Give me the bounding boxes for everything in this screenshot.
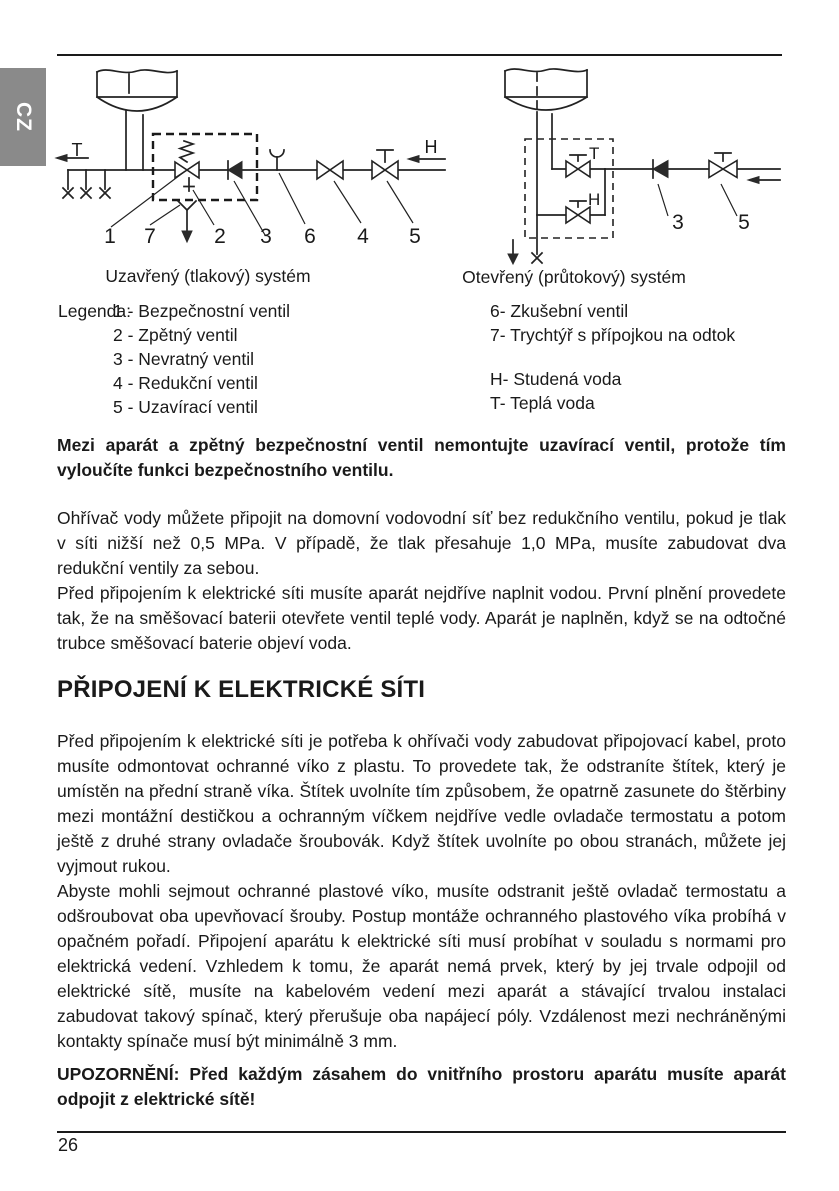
cold-tap-valve-symbol [566, 201, 590, 223]
water-heater-tank-symbol [505, 69, 587, 112]
outlet-hot-label: T [71, 140, 83, 160]
legend-item: 2 - Zpětný ventil [113, 325, 238, 345]
pipework [532, 112, 780, 263]
callout-leader-lines [658, 184, 737, 216]
closed-system-caption: Uzavřený (tlakový) systém [105, 266, 311, 286]
legend-item: 3 - Nevratný ventil [113, 349, 255, 369]
callout-number: 3 [260, 225, 272, 248]
paragraph-first-filling: Před připojením k elektrické síti musíte aparát nejdříve naplnit vodou. První plnění provedete tak, že na směšovací baterii otevřete ventil teplé vody. Aparát je naplněn, když se na odtočné trubce směšovací baterie objeví voda. [57, 583, 786, 653]
legend-item: 7- Trychtýř s přípojkou na odtok [490, 325, 736, 345]
open-system-diagram [462, 69, 780, 287]
paragraph-cable-installation: Před připojením k elektrické síti je potřeba k ohřívači vody zabudovat připojovací kabel, proto musíte odmontovat ochranné víko z plastu. To provedete tak, že odstraníte štítek, který je umístěn na přední straně víka. Štítek uvolníte tím způsobem, že opatrně zasunete do štěrbiny mezi montážní destičkou a ochranným víčkem nejdříve vedle ovladače termostatu a potom ještě z druhé strany ovladače šroubovák. Když štítek uvolníte po obou stranách, můžete jej vyjmout rukou. [57, 731, 786, 876]
water-labels [490, 367, 735, 415]
legend-right-column [490, 299, 735, 415]
callout-number: 5 [738, 211, 750, 234]
open-system-caption: Otevřený (průtokový) systém [462, 267, 686, 287]
cold-tap-label: H [588, 190, 601, 209]
hot-tap-valve-symbol [566, 155, 590, 177]
paragraph-pressure-limits: Ohřívač vody můžete připojit na domovní vodovodní síť bez redukčního ventilu, pokud je tlak v síti nižší než 0,5 MPa. V případě, že tlak přesahuje 1,0 MPa, musíte zabudovat dva redukční ventily za sebou. [57, 508, 786, 578]
legend-item: 5 - Uzavírací ventil [113, 397, 258, 417]
callout-number: 3 [672, 211, 684, 234]
test-valve-symbol [270, 150, 284, 170]
plumbing-diagrams [0, 0, 839, 300]
cold-water-inlet-arrow [748, 177, 780, 184]
spout-outlet-arrow [508, 240, 518, 264]
funnel-drain-symbol [178, 201, 196, 242]
mixing-battery-dashed-box [525, 139, 613, 238]
electrical-connection-paragraphs [57, 729, 786, 1054]
check-valve-symbol [228, 161, 242, 179]
legend-label: Legenda: [58, 301, 131, 321]
warning-no-shutoff-valve: Mezi aparát a zpětný bezpečnostní ventil nemontujte uzavírací ventil, protože tím vyloučíte funkci bezpečnostního ventilu. [57, 435, 786, 480]
water-heater-tank-symbol [97, 70, 177, 111]
legend-left-column [58, 299, 290, 419]
legend-item: H- Studená voda [490, 369, 622, 389]
legend-item: 6- Zkušební ventil [490, 301, 629, 321]
callout-number: 4 [357, 225, 369, 248]
warning-disconnect-mains: UPOZORNĚNÍ: Před každým zásahem do vnitřního prostoru aparátu musíte aparát odpojit z elektrické sítě! [57, 1064, 786, 1109]
callout-number: 2 [214, 225, 226, 248]
legend-item: 1 - Bezpečnostní ventil [113, 301, 291, 321]
shutoff-valve-symbol [709, 153, 737, 178]
legend-items-left [113, 299, 290, 419]
callout-number: 7 [144, 225, 156, 248]
water-connection-paragraphs [57, 506, 786, 656]
reduction-valve-symbol [317, 161, 343, 179]
check-valve-symbol [653, 160, 668, 178]
callout-number: 1 [104, 225, 116, 248]
legend-item: 4 - Redukční ventil [113, 373, 258, 393]
closed-system-diagram [56, 70, 445, 286]
page-number: 26 [58, 1135, 79, 1155]
footer-rule [57, 1131, 786, 1133]
callout-number: 6 [304, 225, 316, 248]
hot-tap-label: T [589, 144, 600, 163]
shutoff-valve-symbol [372, 150, 398, 179]
callout-number: 5 [409, 225, 421, 248]
language-tab-label: CZ [12, 102, 35, 132]
legend-item: T- Teplá voda [490, 393, 595, 413]
inlet-cold-label: H [424, 137, 438, 157]
safety-valve-symbol [175, 141, 199, 191]
paragraph-cover-removal: Abyste mohli sejmout ochranné plastové víko, musíte odstranit ještě ovladač termostatu a odšroubovat oba upevňovací šrouby. Postup montáže ochranného plastového víka probíhá v opačném pořadí. Připojení aparátu k elektrické síti musí probíhat v souladu s normami pro elektrická vedení. Vzhledem k tomu, že aparát nemá prvek, který by jej trvale odpojil od elektrické sítě, musíte na kabelovém vedení mezi aparát a stávající trvalou instalaci zabudovat takový spínač, který přerušuje oba napájecí póly. Vzdálenost mezi nechráněnými kontakty spínače musí být minimálně 3 mm. [57, 881, 786, 1051]
section-heading-electrical-connection: PŘIPOJENÍ K ELEKTRICKÉ SÍTI [57, 676, 426, 703]
